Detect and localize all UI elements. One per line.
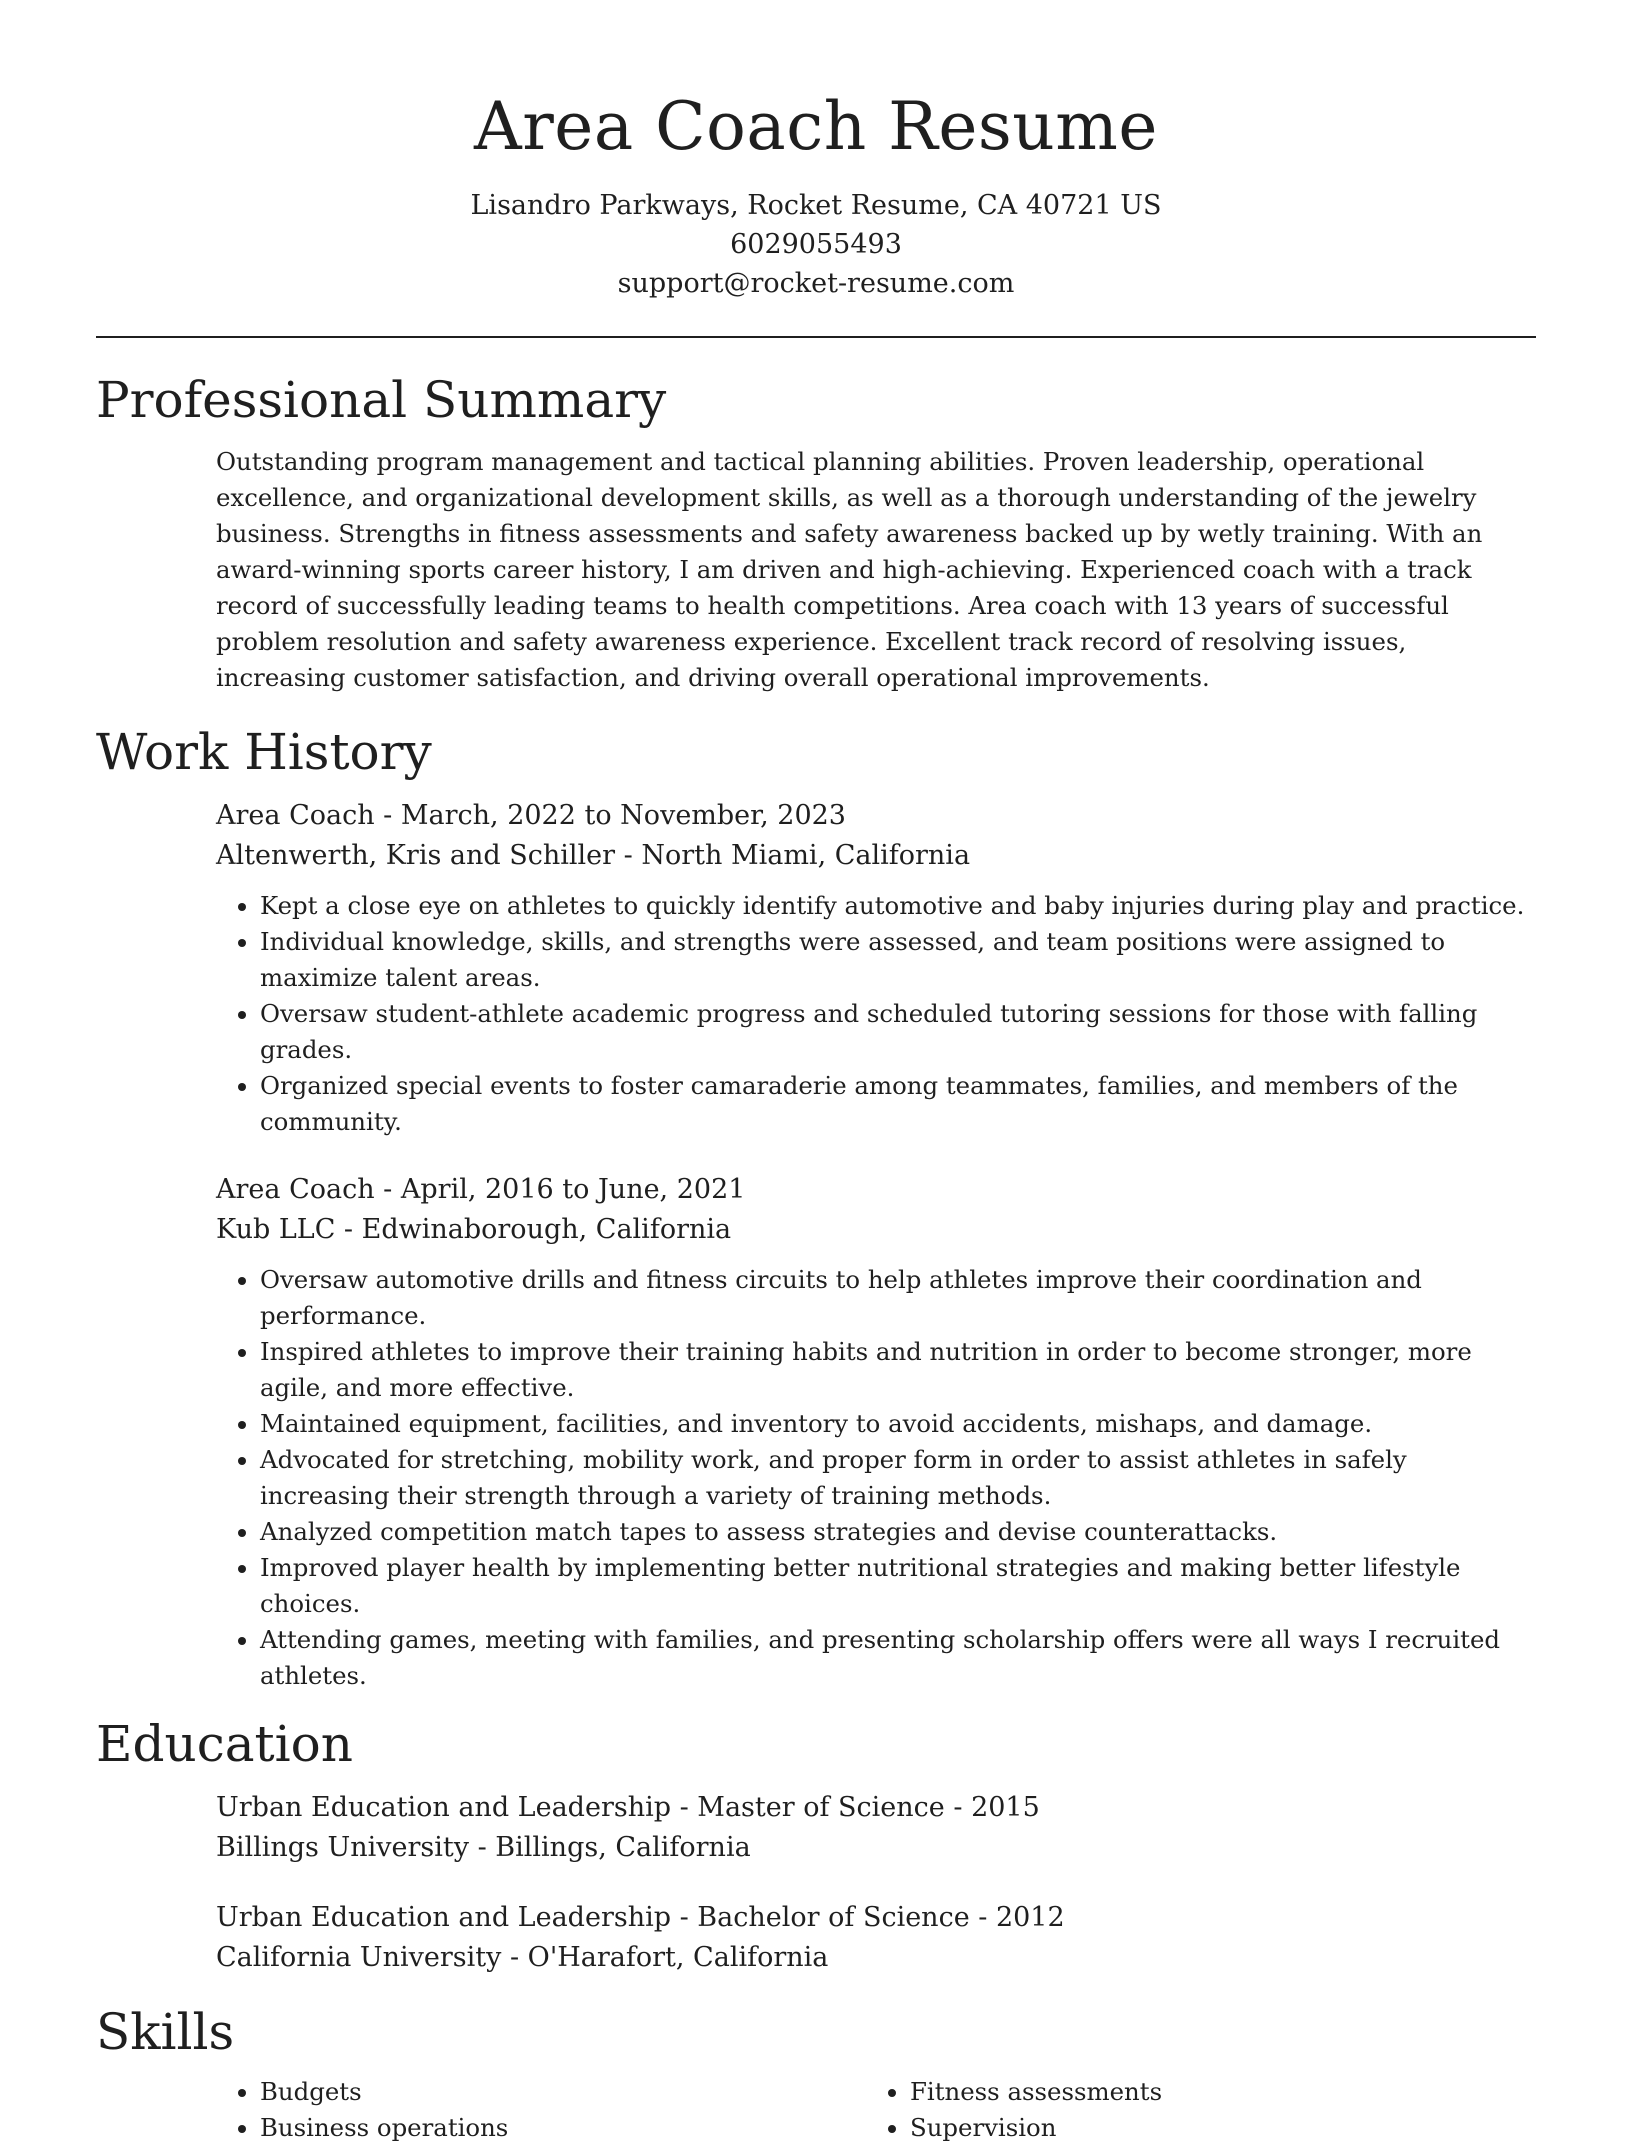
job-bullet: • Organized special events to foster camaraderie among teammates, families, and members of the community.	[260, 1068, 1536, 1140]
contact-email: support@rocket-resume.com	[617, 268, 1015, 299]
education-entry	[216, 1898, 1536, 1978]
skills-column-left	[216, 2074, 866, 2146]
job-bullet: • Improved player health by implementing better nutritional strategies and making better lifestyle choices.	[260, 1550, 1536, 1622]
job-bullet: • Inspired athletes to improve their training habits and nutrition in order to become stronger, more agile, and more effective.	[260, 1334, 1536, 1406]
contact-phone: 6029055493	[730, 229, 902, 260]
job-company-line: Kub LLC - Edwinaborough, California	[216, 1214, 732, 1245]
job-bullet: • Analyzed competition match tapes to assess strategies and devise counterattacks.	[260, 1514, 1536, 1550]
skills-column-right	[866, 2074, 1516, 2146]
skill-item: • Budgets	[260, 2074, 866, 2110]
skills-bullets-right	[866, 2074, 1516, 2146]
resume-page	[96, 0, 1536, 2146]
page-title: Area Coach Resume	[474, 88, 1158, 165]
summary-text: Outstanding program management and tactical planning abilities. Proven leadership, operational excellence, and organizational development skills, as well as a thorough understanding of the jewelry business. Strengths in fitness assessments and safety awareness backed up by wetly training. With an award-winning sports career history, I am driven and high-achieving. Experienced coach with a track record of successfully leading teams to health competitions. Area coach with 13 years of successful problem resolution and safety awareness experience. Excellent track record of resolving issues, increasing customer satisfaction, and driving overall operational improvements.	[216, 447, 1483, 692]
job-entry	[216, 796, 1536, 1140]
job-bullet: • Attending games, meeting with families, and presenting scholarship offers were all ways I recruited athletes.	[260, 1622, 1536, 1694]
resume-header	[96, 0, 1536, 303]
job-bullets	[216, 888, 1536, 1140]
job-bullet: • Kept a close eye on athletes to quickly identify automotive and baby injuries during play and practice.	[260, 888, 1536, 924]
skills-list	[216, 2074, 1536, 2146]
education-heading: Education	[96, 1715, 353, 1773]
skills-section	[96, 2000, 1536, 2146]
skill-item: • Supervision	[910, 2110, 1516, 2146]
header-divider	[96, 336, 1536, 338]
education-school-line: California University - O'Harafort, California	[216, 1942, 829, 1973]
skills-bullets-left	[216, 2074, 866, 2146]
work-history-section	[96, 720, 1536, 1694]
contact-info	[96, 186, 1536, 303]
job-bullet: • Individual knowledge, skills, and strengths were assessed, and team positions were assigned to maximize talent areas.	[260, 924, 1536, 996]
job-entry	[216, 1170, 1536, 1694]
job-bullets	[216, 1262, 1536, 1694]
education-degree-line: Urban Education and Leadership - Bachelor of Science - 2012	[216, 1902, 1065, 1933]
education-school-line: Billings University - Billings, California	[216, 1832, 751, 1863]
education-entry	[216, 1788, 1536, 1868]
summary-section	[96, 368, 1536, 696]
skill-item: • Fitness assessments	[910, 2074, 1516, 2110]
job-company-line: Altenwerth, Kris and Schiller - North Miami, California	[216, 840, 971, 871]
summary-heading: Professional Summary	[96, 371, 667, 429]
job-bullet: • Oversaw automotive drills and fitness circuits to help athletes improve their coordination and performance.	[260, 1262, 1536, 1334]
work-history-heading: Work History	[96, 723, 432, 781]
skills-heading: Skills	[96, 2003, 235, 2061]
job-bullet: • Advocated for stretching, mobility work, and proper form in order to assist athletes in safely increasing their strength through a variety of training methods.	[260, 1442, 1536, 1514]
skill-item: • Business operations	[260, 2110, 866, 2146]
contact-address: Lisandro Parkways, Rocket Resume, CA 40721 US	[470, 190, 1162, 221]
job-bullet: • Oversaw student-athlete academic progress and scheduled tutoring sessions for those with falling grades.	[260, 996, 1536, 1068]
job-role-line: Area Coach - April, 2016 to June, 2021	[216, 1174, 746, 1205]
education-section	[96, 1712, 1536, 1978]
job-role-line: Area Coach - March, 2022 to November, 2023	[216, 800, 846, 831]
job-bullet: • Maintained equipment, facilities, and inventory to avoid accidents, mishaps, and damage.	[260, 1406, 1536, 1442]
education-degree-line: Urban Education and Leadership - Master of Science - 2015	[216, 1792, 1040, 1823]
